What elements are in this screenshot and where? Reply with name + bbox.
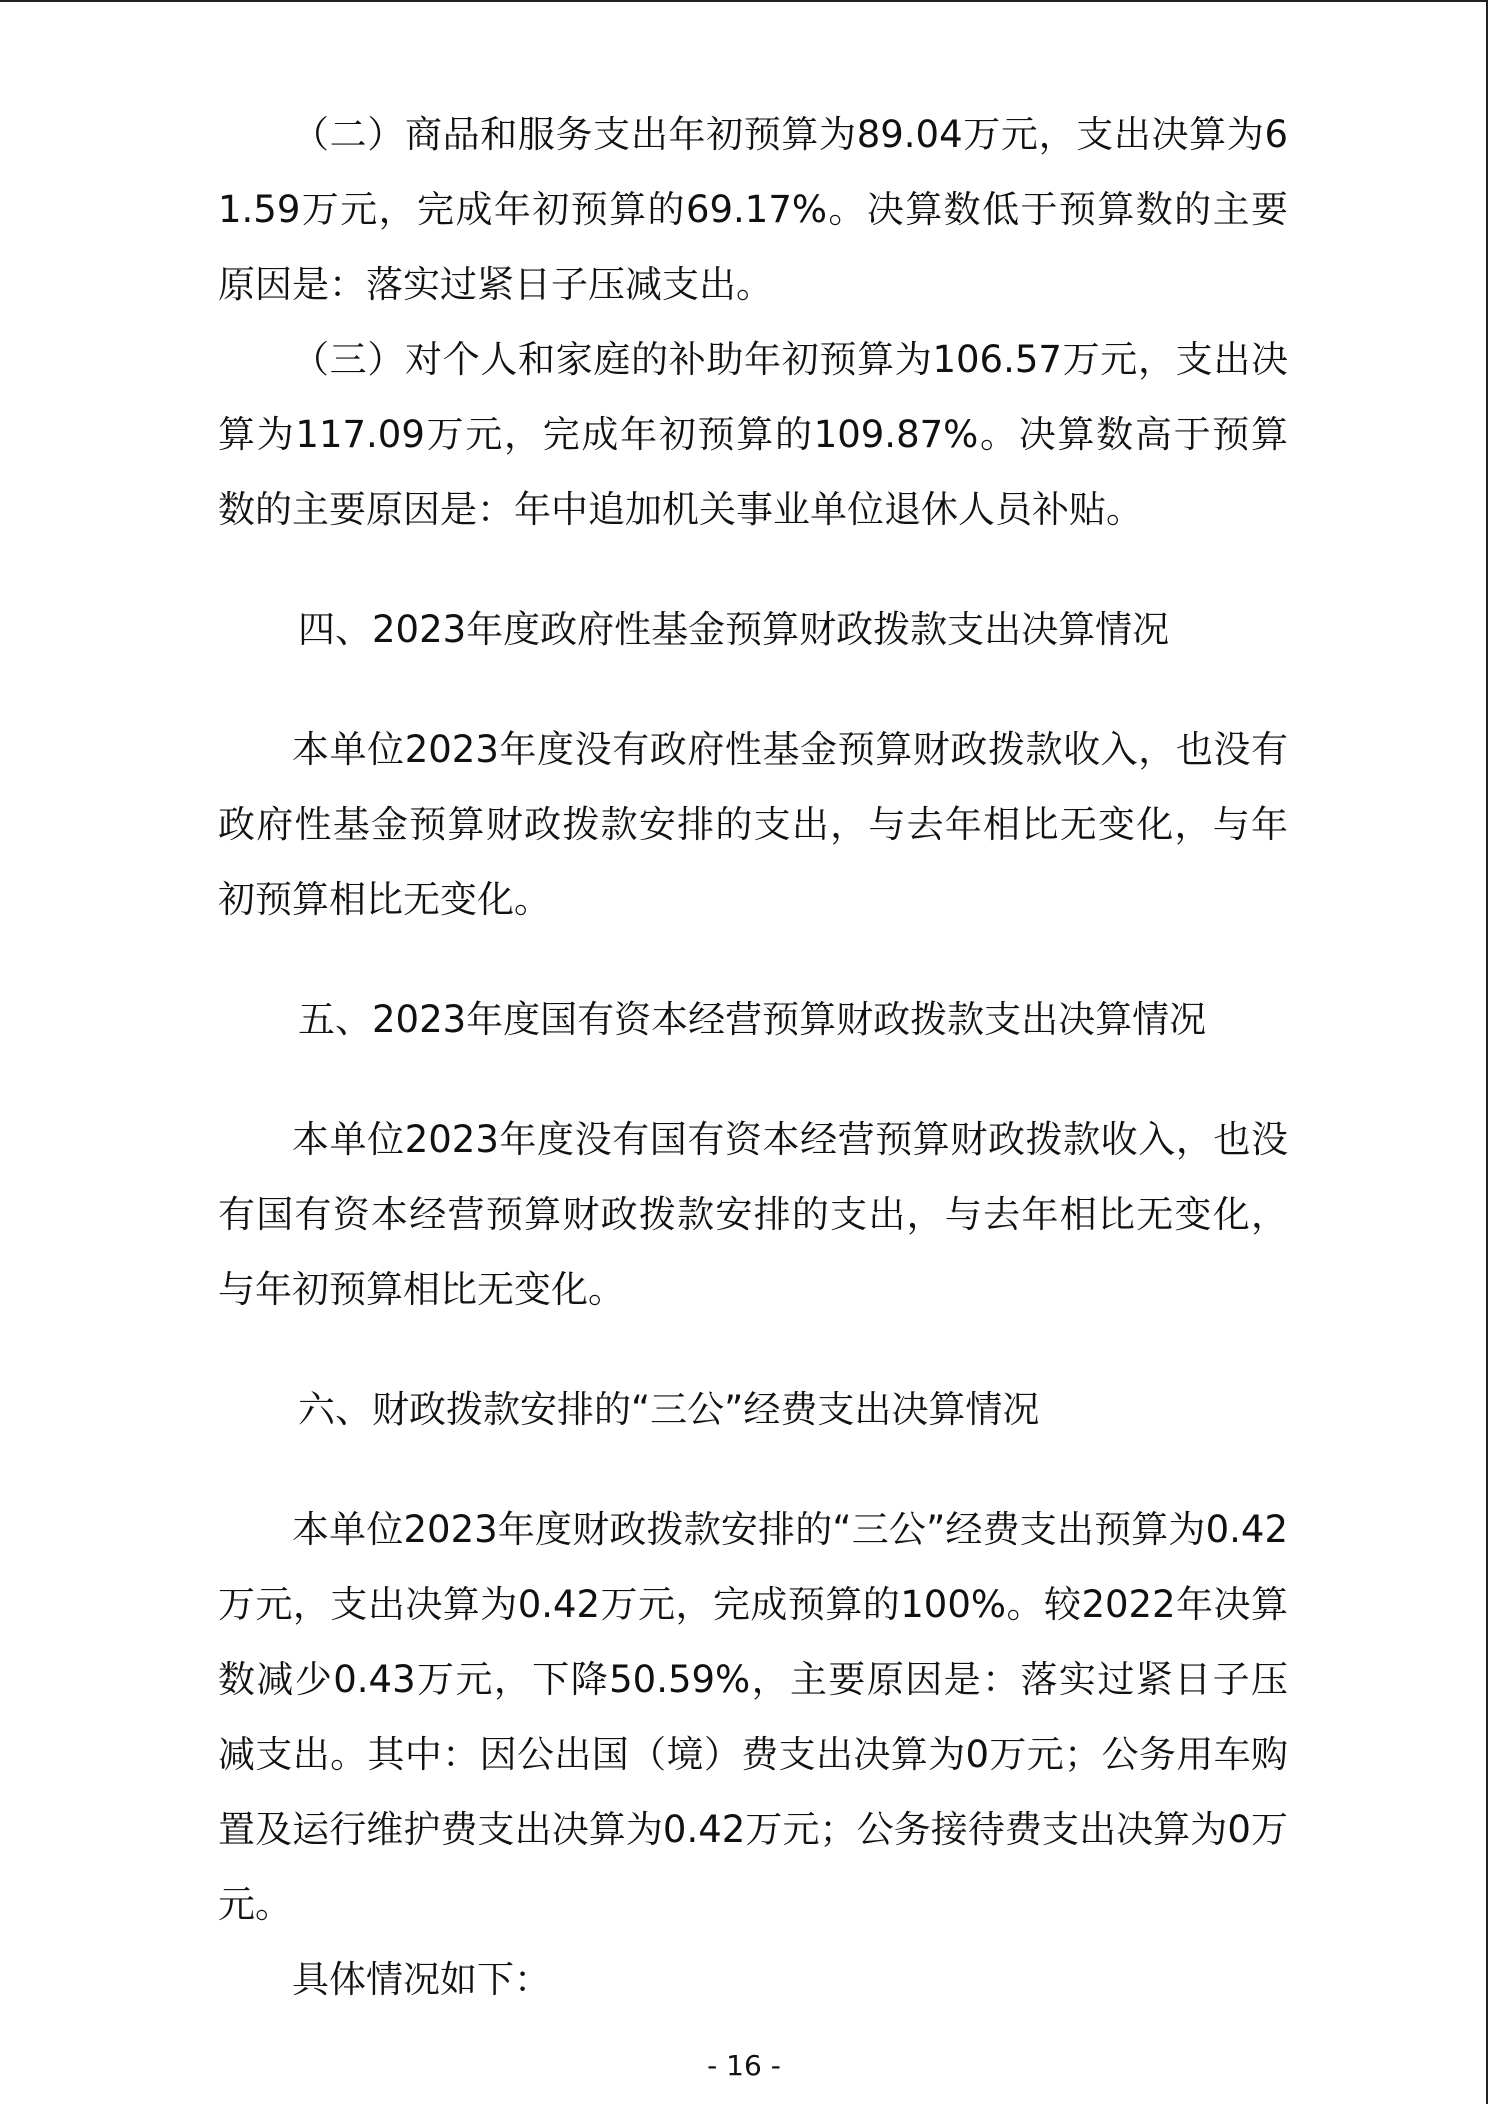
page-content (218, 97, 1288, 2017)
section-heading-4: 四、2023年度政府性基金预算财政拨款支出决算情况 (298, 608, 1170, 651)
section-heading-6: 六、财政拨款安排的“三公”经费支出决算情况 (298, 1388, 1040, 1431)
paragraph-three-public-expenses: 本单位2023年度财政拨款安排的“三公”经费支出预算为0.42万元，支出决算为0.42万元，完成预算的100%。较2022年决算数减少0.43万元，下降50.59%，主要原因是：落实过紧日子压减支出。其中：因公出国（境）费支出决算为0万元；公务用车购置及运行维护费支出决算为0.42万元；公务接待费支出决算为0万元。 (218, 1508, 1288, 1926)
spacer (218, 1057, 1288, 1102)
page-number: - 16 - (707, 2049, 781, 2082)
spacer (218, 547, 1288, 592)
spacer (218, 667, 1288, 712)
section-heading-5: 五、2023年度国有资本经营预算财政拨款支出决算情况 (298, 998, 1207, 1041)
spacer (218, 1447, 1288, 1492)
paragraph-goods-services: （二）商品和服务支出年初预算为89.04万元，支出决算为61.59万元，完成年初预算的69.17%。决算数低于预算数的主要原因是：落实过紧日子压减支出。 (218, 113, 1288, 306)
paragraph-government-fund: 本单位2023年度没有政府性基金预算财政拨款收入，也没有政府性基金预算财政拨款安排的支出，与去年相比无变化，与年初预算相比无变化。 (218, 728, 1288, 921)
spacer (218, 1327, 1288, 1372)
spacer (218, 937, 1288, 982)
paragraph-state-capital: 本单位2023年度没有国有资本经营预算财政拨款收入，也没有国有资本经营预算财政拨款安排的支出，与去年相比无变化，与年初预算相比无变化。 (218, 1118, 1288, 1311)
paragraph-details-intro: 具体情况如下： (292, 1958, 551, 2001)
paragraph-personal-family-subsidy: （三）对个人和家庭的补助年初预算为106.57万元，支出决算为117.09万元，完成年初预算的109.87%。决算数高于预算数的主要原因是：年中追加机关事业单位退休人员补贴。 (218, 338, 1288, 531)
